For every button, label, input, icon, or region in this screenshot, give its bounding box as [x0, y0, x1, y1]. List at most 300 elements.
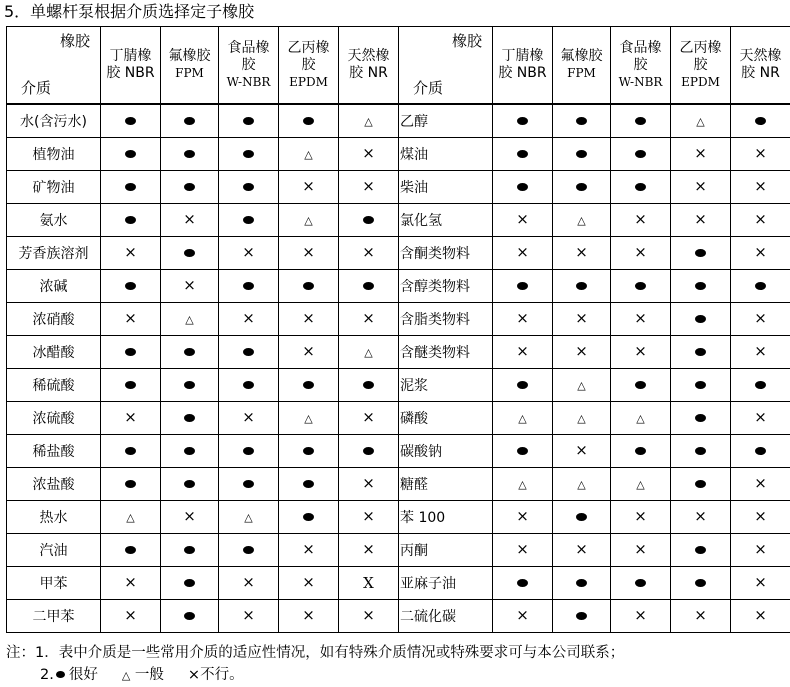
rating-good-symbol	[303, 447, 314, 455]
rating-good-symbol	[243, 348, 254, 356]
rating-wnbr	[219, 237, 279, 270]
rating-epdm	[671, 270, 731, 303]
rating-bad-symbol: ×	[754, 309, 767, 327]
rating-fpm	[553, 336, 611, 369]
rating-wnbr	[611, 104, 671, 138]
rating-good-symbol	[517, 381, 528, 389]
rating-nr	[339, 336, 399, 369]
rating-bad-symbol: ×	[575, 243, 588, 261]
rating-nr	[731, 369, 790, 402]
medium-name: 汽油	[7, 534, 101, 567]
rating-fpm	[553, 402, 611, 435]
rating-good-symbol	[635, 150, 646, 158]
rating-bad-symbol: ×	[302, 573, 315, 591]
rating-good-symbol	[184, 150, 195, 158]
rating-good-symbol	[517, 447, 528, 455]
rating-bad-symbol: ×	[183, 276, 196, 294]
table-row	[7, 468, 399, 501]
rating-good-symbol	[184, 447, 195, 455]
rating-good-symbol	[695, 282, 706, 290]
rating-fair-symbol: △	[364, 115, 373, 128]
rating-nbr	[493, 468, 553, 501]
rating-bad-symbol: ×	[183, 210, 196, 228]
rating-bad-symbol: ×	[516, 540, 529, 558]
rating-wnbr	[611, 171, 671, 204]
rating-bad-symbol: ×	[516, 309, 529, 327]
table-row	[7, 600, 399, 633]
rating-nr	[339, 402, 399, 435]
medium-name: 热水	[7, 501, 101, 534]
table-row	[7, 369, 399, 402]
rating-nr	[339, 435, 399, 468]
medium-name: 二甲苯	[7, 600, 101, 633]
rating-bad-symbol: ×	[362, 507, 375, 525]
rating-fpm	[553, 435, 611, 468]
rating-nbr	[493, 336, 553, 369]
rating-good-symbol	[125, 117, 136, 125]
rating-fpm	[161, 104, 219, 138]
rating-bad-symbol: ×	[575, 342, 588, 360]
rating-bad-symbol: ×	[634, 243, 647, 261]
rating-fair-symbol: △	[577, 478, 586, 491]
rating-fpm	[553, 600, 611, 633]
rating-nbr	[101, 104, 161, 138]
rating-fpm	[553, 501, 611, 534]
rating-fair-symbol: △	[364, 346, 373, 359]
table-row	[399, 435, 790, 468]
rating-bad-symbol: ×	[302, 606, 315, 624]
rating-fair-symbol: △	[304, 412, 313, 425]
rating-nr	[339, 369, 399, 402]
rating-bad-symbol: ×	[302, 540, 315, 558]
rating-nbr	[101, 435, 161, 468]
rating-epdm	[671, 501, 731, 534]
rating-good-symbol	[517, 150, 528, 158]
rating-bad-symbol: ×	[634, 309, 647, 327]
medium-name: 苯 100	[399, 501, 493, 534]
rating-bad-symbol: ×	[754, 507, 767, 525]
page-title: 5．单螺杆泵根据介质选择定子橡胶	[4, 2, 255, 21]
rating-good-symbol	[695, 480, 706, 488]
rating-epdm	[279, 369, 339, 402]
rating-wnbr	[219, 501, 279, 534]
rating-good-symbol	[243, 216, 254, 224]
rating-nbr	[493, 138, 553, 171]
legend-bad-symbol: ×	[187, 667, 201, 683]
rating-epdm	[671, 567, 731, 600]
header-corner	[399, 27, 493, 105]
rating-nr	[339, 270, 399, 303]
rating-bad-symbol: ×	[302, 177, 315, 195]
rating-bad-symbol: ×	[362, 144, 375, 162]
rating-good-symbol	[243, 117, 254, 125]
rating-bad-symbol: ×	[242, 408, 255, 426]
rubber-selection-table-left	[6, 26, 399, 633]
medium-name: 碳酸钠	[399, 435, 493, 468]
footnote-1: 注：1．表中介质是一些常用介质的适应性情况，如有特殊介质情况或特殊要求可与本公司联系；	[6, 645, 625, 661]
rating-fpm	[553, 303, 611, 336]
rating-nr	[731, 534, 790, 567]
rating-epdm	[671, 104, 731, 138]
rating-bad-symbol: ×	[754, 177, 767, 195]
header-wnbr: 食品橡 胶 W-NBR	[611, 27, 671, 105]
rating-wnbr	[611, 534, 671, 567]
rating-fpm	[161, 138, 219, 171]
rating-good-symbol	[125, 381, 136, 389]
rating-nbr	[101, 600, 161, 633]
rating-nr	[731, 468, 790, 501]
table-body-left	[7, 104, 399, 633]
table-row	[7, 138, 399, 171]
rating-good-symbol	[695, 414, 706, 422]
rating-epdm	[279, 402, 339, 435]
rating-good-symbol	[695, 447, 706, 455]
rating-bad-symbol: ×	[302, 342, 315, 360]
rating-fpm	[553, 468, 611, 501]
rating-bad-symbol: ×	[754, 210, 767, 228]
rating-wnbr	[219, 104, 279, 138]
rating-good-symbol	[303, 381, 314, 389]
rating-epdm	[671, 237, 731, 270]
rating-nbr	[101, 204, 161, 237]
rating-nr	[731, 303, 790, 336]
rating-epdm	[279, 600, 339, 633]
rating-bad-symbol: ×	[242, 309, 255, 327]
rating-good-symbol	[243, 282, 254, 290]
header-rubber-label: 橡胶	[451, 32, 482, 50]
rating-nbr	[101, 567, 161, 600]
rating-fpm	[553, 104, 611, 138]
rating-epdm	[671, 468, 731, 501]
medium-name: 二硫化碳	[399, 600, 493, 633]
rating-good-symbol	[184, 579, 195, 587]
rating-good-symbol	[695, 315, 706, 323]
rating-wnbr	[611, 435, 671, 468]
rating-good-symbol	[576, 117, 587, 125]
rating-nbr	[101, 237, 161, 270]
rating-good-symbol	[125, 348, 136, 356]
rating-wnbr	[611, 138, 671, 171]
rating-fpm	[161, 369, 219, 402]
rating-nr	[339, 237, 399, 270]
table-row	[399, 336, 790, 369]
rating-nr	[731, 501, 790, 534]
rating-epdm	[279, 567, 339, 600]
table-row	[7, 104, 399, 138]
rating-nr	[731, 336, 790, 369]
rating-fpm	[553, 204, 611, 237]
rating-nbr	[493, 402, 553, 435]
footnote-legend	[40, 664, 244, 686]
rating-epdm	[671, 336, 731, 369]
rating-nr	[731, 138, 790, 171]
rating-nbr	[493, 369, 553, 402]
rating-bad-symbol: ×	[634, 540, 647, 558]
medium-name: 柴油	[399, 171, 493, 204]
rating-wnbr	[611, 303, 671, 336]
table-row	[399, 501, 790, 534]
header-rubber-label: 橡胶	[59, 32, 90, 50]
rating-bad-symbol: ×	[362, 177, 375, 195]
rating-epdm	[671, 171, 731, 204]
rating-bad-symbol: ×	[516, 243, 529, 261]
rating-nbr	[101, 171, 161, 204]
rating-nr	[731, 402, 790, 435]
rating-nr	[339, 171, 399, 204]
rating-bad-symbol: ×	[362, 606, 375, 624]
rating-good-symbol	[303, 117, 314, 125]
rating-fair-symbol: △	[696, 115, 705, 128]
rating-bad-symbol: ×	[634, 210, 647, 228]
medium-name: 含脂类物料	[399, 303, 493, 336]
rating-bad-symbol: ×	[754, 474, 767, 492]
rating-nbr	[101, 138, 161, 171]
rating-fpm	[161, 435, 219, 468]
rating-bad-symbol: ×	[362, 540, 375, 558]
medium-name: 氯化氢	[399, 204, 493, 237]
rating-fpm	[553, 369, 611, 402]
rating-bad-symbol: ×	[242, 573, 255, 591]
rating-fair-symbol: △	[518, 478, 527, 491]
rating-bad-symbol: ×	[124, 408, 137, 426]
rating-good-symbol	[695, 381, 706, 389]
rating-good-symbol	[517, 282, 528, 290]
rating-epdm	[279, 303, 339, 336]
rating-bad-symbol: ×	[694, 606, 707, 624]
rating-fpm	[161, 567, 219, 600]
rating-wnbr	[219, 435, 279, 468]
table-row	[7, 567, 399, 600]
rating-nbr	[101, 402, 161, 435]
rating-good-symbol	[755, 117, 766, 125]
header-nr: 天然橡 胶 NR	[339, 27, 399, 105]
rating-epdm	[279, 501, 339, 534]
rating-good-symbol	[184, 117, 195, 125]
rating-epdm	[671, 534, 731, 567]
rating-bad-symbol: ×	[362, 408, 375, 426]
rating-epdm	[279, 336, 339, 369]
rating-epdm	[671, 369, 731, 402]
rating-good-symbol	[695, 579, 706, 587]
rating-wnbr	[219, 534, 279, 567]
rating-epdm	[671, 138, 731, 171]
rating-nr	[731, 104, 790, 138]
rating-wnbr	[219, 303, 279, 336]
rating-good-symbol	[576, 282, 587, 290]
rating-bad-symbol: ×	[362, 243, 375, 261]
rating-wnbr	[219, 468, 279, 501]
rating-good-symbol	[363, 282, 374, 290]
table-row	[399, 104, 790, 138]
table-row	[399, 369, 790, 402]
rating-bad-symbol: X	[363, 574, 374, 592]
rating-good-symbol	[695, 348, 706, 356]
rating-epdm	[279, 468, 339, 501]
medium-name: 含醚类物料	[399, 336, 493, 369]
rating-fpm	[161, 501, 219, 534]
table-row	[399, 600, 790, 633]
legend-good-label: 很好	[68, 667, 98, 683]
medium-name: 含酮类物料	[399, 237, 493, 270]
rating-wnbr	[219, 171, 279, 204]
medium-name: 浓硫酸	[7, 402, 101, 435]
rating-good-symbol	[243, 150, 254, 158]
medium-name: 泥浆	[399, 369, 493, 402]
legend-good-symbol	[56, 671, 65, 678]
medium-name: 磷酸	[399, 402, 493, 435]
medium-name: 煤油	[399, 138, 493, 171]
rating-fair-symbol: △	[636, 478, 645, 491]
header-medium-label: 介质	[413, 79, 444, 97]
rating-bad-symbol: ×	[516, 210, 529, 228]
rating-good-symbol	[635, 579, 646, 587]
rating-epdm	[279, 104, 339, 138]
table-row	[399, 567, 790, 600]
table-row	[7, 303, 399, 336]
rating-fpm	[161, 336, 219, 369]
header-nbr: 丁腈橡 胶 NBR	[101, 27, 161, 105]
rating-bad-symbol: ×	[516, 606, 529, 624]
rating-good-symbol	[243, 546, 254, 554]
rating-nr	[339, 567, 399, 600]
rating-fpm	[161, 534, 219, 567]
rating-wnbr	[219, 270, 279, 303]
rating-fpm	[161, 171, 219, 204]
rating-good-symbol	[184, 480, 195, 488]
rating-nbr	[493, 600, 553, 633]
rating-good-symbol	[635, 381, 646, 389]
table-header-row	[7, 27, 399, 105]
medium-name: 稀盐酸	[7, 435, 101, 468]
rating-bad-symbol: ×	[124, 309, 137, 327]
rating-bad-symbol: ×	[694, 144, 707, 162]
rating-wnbr	[611, 600, 671, 633]
rating-good-symbol	[184, 348, 195, 356]
rating-nbr	[101, 501, 161, 534]
table-row	[399, 402, 790, 435]
rating-good-symbol	[243, 183, 254, 191]
rating-fpm	[161, 237, 219, 270]
rating-bad-symbol: ×	[634, 507, 647, 525]
rubber-selection-table-right	[398, 26, 790, 633]
table-row	[399, 468, 790, 501]
rating-fpm	[553, 171, 611, 204]
rating-nr	[339, 104, 399, 138]
rating-nr	[339, 501, 399, 534]
rating-wnbr	[611, 468, 671, 501]
table-row	[399, 534, 790, 567]
rating-good-symbol	[184, 546, 195, 554]
medium-name: 氨水	[7, 204, 101, 237]
rating-good-symbol	[695, 546, 706, 554]
rating-good-symbol	[363, 447, 374, 455]
rating-nr	[339, 600, 399, 633]
header-nbr: 丁腈橡 胶 NBR	[493, 27, 553, 105]
rating-good-symbol	[184, 414, 195, 422]
rating-wnbr	[219, 567, 279, 600]
rating-wnbr	[611, 237, 671, 270]
rating-epdm	[671, 435, 731, 468]
rating-nr	[731, 270, 790, 303]
rating-bad-symbol: ×	[124, 573, 137, 591]
medium-name: 亚麻子油	[399, 567, 493, 600]
medium-name: 含醇类物料	[399, 270, 493, 303]
rating-nbr	[493, 435, 553, 468]
rating-epdm	[671, 600, 731, 633]
rating-good-symbol	[125, 282, 136, 290]
header-wnbr: 食品橡 胶 W-NBR	[219, 27, 279, 105]
rating-fair-symbol: △	[126, 511, 135, 524]
rating-good-symbol	[576, 579, 587, 587]
rating-epdm	[671, 402, 731, 435]
rating-epdm	[279, 204, 339, 237]
medium-name: 植物油	[7, 138, 101, 171]
rating-bad-symbol: ×	[754, 243, 767, 261]
rating-wnbr	[219, 369, 279, 402]
table-row	[7, 534, 399, 567]
rating-nbr	[493, 237, 553, 270]
rating-wnbr	[611, 336, 671, 369]
rating-bad-symbol: ×	[362, 474, 375, 492]
rating-fpm	[553, 237, 611, 270]
table-header-row	[399, 27, 790, 105]
rating-bad-symbol: ×	[634, 606, 647, 624]
rating-good-symbol	[303, 282, 314, 290]
rating-good-symbol	[184, 612, 195, 620]
rating-good-symbol	[517, 183, 528, 191]
medium-name: 丙酮	[399, 534, 493, 567]
rating-good-symbol	[243, 447, 254, 455]
rating-nr	[339, 468, 399, 501]
rating-good-symbol	[695, 249, 706, 257]
rating-wnbr	[611, 402, 671, 435]
rating-bad-symbol: ×	[694, 507, 707, 525]
rating-fpm	[161, 468, 219, 501]
medium-name: 水(含污水)	[7, 104, 101, 138]
rating-good-symbol	[243, 381, 254, 389]
medium-name: 浓盐酸	[7, 468, 101, 501]
rating-fpm	[553, 534, 611, 567]
rating-good-symbol	[576, 183, 587, 191]
rating-good-symbol	[243, 480, 254, 488]
rating-good-symbol	[125, 216, 136, 224]
rating-nbr	[493, 204, 553, 237]
rating-epdm	[279, 270, 339, 303]
rating-good-symbol	[755, 447, 766, 455]
rating-fair-symbol: △	[636, 412, 645, 425]
rating-good-symbol	[184, 183, 195, 191]
medium-name: 浓碱	[7, 270, 101, 303]
table-row	[399, 204, 790, 237]
rating-bad-symbol: ×	[754, 540, 767, 558]
rating-nbr	[493, 303, 553, 336]
rating-bad-symbol: ×	[575, 540, 588, 558]
rating-good-symbol	[576, 150, 587, 158]
rating-good-symbol	[125, 183, 136, 191]
rating-fair-symbol: △	[577, 412, 586, 425]
rating-epdm	[279, 138, 339, 171]
rating-wnbr	[611, 270, 671, 303]
rating-bad-symbol: ×	[754, 144, 767, 162]
header-epdm: 乙丙橡 胶 EPDM	[671, 27, 731, 105]
rating-nbr	[101, 369, 161, 402]
rating-good-symbol	[517, 579, 528, 587]
rating-fpm	[161, 204, 219, 237]
rating-bad-symbol: ×	[634, 342, 647, 360]
rating-good-symbol	[517, 117, 528, 125]
rating-good-symbol	[125, 150, 136, 158]
header-fpm: 氟橡胶 FPM	[553, 27, 611, 105]
